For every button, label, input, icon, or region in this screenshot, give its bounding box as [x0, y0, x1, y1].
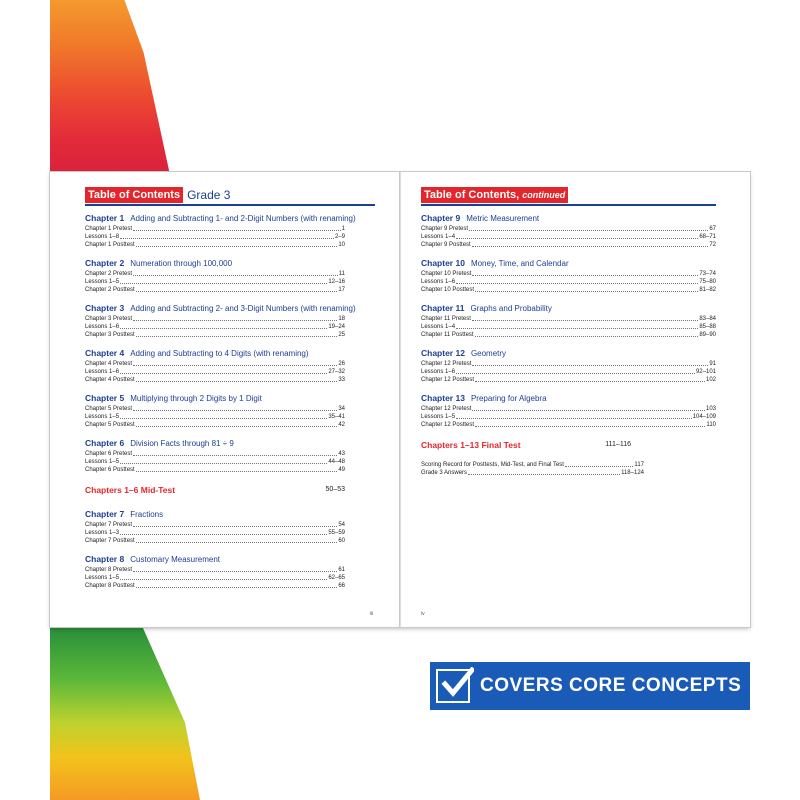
entry-page: 35–41: [328, 414, 345, 420]
chapter-label: Chapter 4: [85, 348, 125, 358]
chapter-title: Customary Measurement: [130, 555, 221, 564]
dot-leader: [472, 315, 698, 321]
entry-label: Lessons 1–4: [421, 324, 456, 330]
entry-label: Lessons 1–5: [85, 459, 120, 465]
entry-page: 66: [338, 583, 345, 589]
dot-leader: [475, 286, 698, 292]
chapter-title: Metric Measurement: [466, 214, 540, 223]
chapter-label: Chapter 7: [85, 509, 125, 519]
toc-entry: [85, 315, 345, 323]
dot-leader: [133, 270, 338, 276]
toc-entry: [421, 233, 716, 241]
chapter-label: Chapter 8: [85, 554, 125, 564]
toc-entry: [85, 566, 345, 574]
entry-label: Scoring Record for Posttests, Mid-Test, and Final Test: [421, 462, 564, 468]
entry-label: Chapter 4 Pretest: [85, 361, 133, 367]
toc-entry: [85, 421, 345, 429]
toc-entry: [85, 323, 345, 331]
toc-title-text: Table of Contents,: [424, 188, 520, 201]
toc-entry: [85, 241, 345, 249]
chapter-label: Chapter 9: [421, 213, 461, 223]
book-spread: [50, 172, 750, 627]
dot-leader: [133, 315, 337, 321]
checkmark-icon: [436, 669, 470, 703]
dot-leader: [456, 323, 698, 329]
entry-label: Lessons 1–6: [421, 369, 456, 375]
entry-label: Chapter 7 Pretest: [85, 522, 133, 528]
entry-label: Chapter 11 Pretest: [421, 316, 471, 322]
toc-entry: [85, 360, 345, 368]
chapter-block: [421, 212, 716, 249]
chapter-title: Numeration through 100,000: [130, 259, 233, 268]
entry-page: 89–90: [699, 332, 716, 338]
dot-leader: [136, 376, 338, 382]
entry-label: Lessons 1–6: [85, 369, 120, 375]
entry-label: Chapter 6 Pretest: [85, 451, 133, 457]
toc-entry: [85, 574, 345, 582]
toc-entry: [85, 286, 345, 294]
entry-label: Chapter 9 Posttest: [421, 242, 471, 248]
dot-leader: [120, 574, 327, 580]
chapter-heading: [421, 347, 716, 360]
dot-leader: [475, 331, 699, 337]
chapter-block: [421, 347, 716, 384]
toc-entry: [421, 225, 716, 233]
toc-entry: [85, 368, 345, 376]
chapter-label: Chapter 10: [421, 258, 465, 268]
toc-entry: [85, 582, 345, 590]
chapter-block: [85, 212, 356, 249]
entry-page: 102: [705, 377, 716, 383]
entry-label: Lessons 1–5: [85, 279, 120, 285]
chapter-label: Chapter 12: [421, 348, 465, 358]
toc-entry: [421, 241, 716, 249]
chapter-block: [85, 257, 345, 294]
toc-entry: [421, 323, 716, 331]
entry-page: 55–59: [328, 530, 345, 536]
chapter-title: Geometry: [470, 349, 507, 358]
entry-page: 42: [338, 422, 345, 428]
entry-label: Lessons 1–6: [85, 324, 120, 330]
entry-label: Chapter 2 Posttest: [85, 287, 135, 293]
toc-entry: [421, 315, 716, 323]
chapter-heading: [85, 553, 345, 566]
entry-page: 81–82: [699, 287, 716, 293]
entry-label: Chapter 1 Posttest: [85, 242, 135, 248]
toc-entry: [85, 466, 345, 474]
entry-page: 85–88: [699, 324, 716, 330]
entry-label: Lessons 1–6: [421, 279, 456, 285]
entry-label: Chapter 12 Posttest: [421, 377, 475, 383]
chapter-block: [85, 347, 345, 384]
rainbow-decoration-bottom: [50, 628, 200, 800]
entry-page: 68–71: [699, 234, 716, 240]
chapter-heading: [421, 392, 716, 405]
entry-page: 92–101: [695, 369, 716, 375]
toc-entry: [85, 413, 345, 421]
toc-entry: [85, 450, 345, 458]
toc-entry: [421, 469, 644, 477]
entry-label: Lessons 1–3: [85, 530, 120, 536]
toc-entry: [421, 286, 716, 294]
toc-entry: [421, 376, 716, 384]
banner-text: COVERS CORE CONCEPTS: [480, 675, 742, 696]
toc-entry: [421, 278, 716, 286]
chapter-label: Chapter 3: [85, 303, 125, 313]
toc-entry: [85, 270, 345, 278]
dot-leader: [136, 331, 338, 337]
entry-label: Lessons 1–5: [85, 414, 120, 420]
entry-page: 1: [341, 226, 345, 232]
toc-entry: [421, 360, 716, 368]
chapter-label: Chapter 2: [85, 258, 125, 268]
entry-page: 12–16: [328, 279, 345, 285]
chapter-heading: [85, 347, 345, 360]
entry-label: Chapter 9 Pretest: [421, 226, 469, 232]
chapter-title: Fractions: [130, 510, 164, 519]
chapter-block: [85, 392, 345, 429]
chapter-label: Chapter 6: [85, 438, 125, 448]
entry-page: 54: [338, 522, 345, 528]
chapter-heading: [421, 302, 716, 315]
entry-page: 117: [634, 462, 644, 468]
chapter-block: [85, 437, 345, 474]
final-test-page: 111–116: [605, 441, 631, 448]
entry-page: 34: [338, 406, 345, 412]
dot-leader: [475, 421, 705, 427]
entry-label: Chapter 5 Posttest: [85, 422, 135, 428]
dot-leader: [136, 466, 338, 472]
entry-page: 18: [338, 316, 345, 322]
chapter-heading: [85, 392, 345, 405]
extras-list: [421, 461, 716, 477]
toc-entry: [85, 458, 345, 466]
entry-page: 61: [338, 567, 345, 573]
entry-label: Chapter 12 Posttest: [421, 422, 475, 428]
midtest-label: Chapters 1–6 Mid-Test: [85, 485, 176, 495]
entry-label: Chapter 3 Pretest: [85, 316, 133, 322]
chapter-heading: [85, 508, 345, 521]
heading-rule: [421, 204, 716, 206]
dot-leader: [136, 241, 338, 247]
dot-leader: [136, 421, 338, 427]
toc-entry: [421, 461, 644, 469]
entry-page: 103: [705, 406, 716, 412]
entry-page: 72: [709, 242, 716, 248]
chapter-block: [421, 302, 716, 339]
right-page-heading: [421, 186, 716, 206]
dot-leader: [475, 376, 705, 382]
chapter-title: Adding and Subtracting 1- and 2-Digit Numbers (with renaming): [130, 214, 356, 223]
entry-label: Chapter 7 Posttest: [85, 538, 135, 544]
final-test-entry: [421, 439, 716, 451]
entry-label: Chapter 8 Posttest: [85, 583, 135, 589]
dot-leader: [120, 529, 327, 535]
dot-leader: [120, 368, 327, 374]
entry-page: 43: [338, 451, 345, 457]
chapter-block: [421, 392, 716, 429]
dot-leader: [456, 278, 698, 284]
chapter-heading: [85, 302, 356, 315]
dot-leader: [120, 458, 327, 464]
heading-rule: [85, 204, 375, 206]
chapter-block: [85, 508, 345, 545]
toc-entry: [85, 331, 345, 339]
entry-label: Chapter 10 Posttest: [421, 287, 475, 293]
toc-entry: [85, 278, 345, 286]
chapter-heading: [85, 257, 345, 270]
chapter-title: Adding and Subtracting 2- and 3-Digit Numbers (with renaming): [130, 304, 356, 313]
entry-page: 91: [709, 361, 716, 367]
entry-page: 60: [338, 538, 345, 544]
entry-page: 118–124: [621, 470, 644, 476]
entry-label: Lessons 1–5: [85, 575, 120, 581]
dot-leader: [133, 360, 337, 366]
chapter-block: [421, 257, 716, 294]
chapter-title: Adding and Subtracting to 4 Digits (with renaming): [130, 349, 309, 358]
entry-page: 27–32: [328, 369, 345, 375]
chapter-block: [85, 302, 356, 339]
entry-label: Chapter 3 Posttest: [85, 332, 135, 338]
entry-page: 67: [709, 226, 716, 232]
toc-entry: [421, 270, 716, 278]
toc-entry: [421, 405, 716, 413]
entry-page: 10: [338, 242, 345, 248]
grade-label: Grade 3: [187, 187, 231, 202]
toc-title: Table of Contents: [85, 187, 183, 203]
dot-leader: [136, 537, 338, 543]
toc-entry: [421, 368, 716, 376]
chapter-heading: [421, 212, 716, 225]
toc-entry: [85, 233, 345, 241]
toc-entry: [421, 413, 716, 421]
entry-page: 11: [338, 271, 345, 277]
dot-leader: [120, 233, 334, 239]
toc-entry: [85, 521, 345, 529]
entry-page: 104–109: [692, 414, 716, 420]
entry-page: 33: [338, 377, 345, 383]
entry-page: 62–65: [328, 575, 345, 581]
dot-leader: [120, 323, 327, 329]
entry-label: Lessons 1–4: [421, 234, 456, 240]
chapter-title: Division Facts through 81 ÷ 9: [130, 439, 234, 448]
dot-leader: [120, 413, 327, 419]
entry-label: Chapter 1 Pretest: [85, 226, 133, 232]
entry-label: Lessons 1–8: [85, 234, 120, 240]
toc-entry: [85, 537, 345, 545]
core-concepts-banner: [430, 662, 750, 710]
entry-page: 44–48: [328, 459, 345, 465]
dot-leader: [469, 225, 708, 231]
dot-leader: [468, 469, 620, 475]
entry-page: 19–24: [328, 324, 345, 330]
dot-leader: [456, 368, 695, 374]
chapter-label: Chapter 5: [85, 393, 125, 403]
entry-label: Chapter 5 Pretest: [85, 406, 133, 412]
dot-leader: [133, 405, 337, 411]
dot-leader: [133, 566, 337, 572]
toc-title-continued: [421, 187, 568, 203]
entry-label: Chapter 12 Pretest: [421, 406, 472, 412]
dot-leader: [120, 278, 327, 284]
entry-label: Chapter 4 Posttest: [85, 377, 135, 383]
chapter-heading: [421, 257, 716, 270]
entry-page: 25: [338, 332, 345, 338]
final-test-label: Chapters 1–13 Final Test: [421, 440, 521, 450]
page-number: iv: [421, 611, 425, 617]
dot-leader: [472, 405, 705, 411]
entry-label: Chapter 11 Posttest: [421, 332, 474, 338]
dot-leader: [133, 450, 337, 456]
entry-page: 83–84: [699, 316, 716, 322]
toc-entry: [85, 405, 345, 413]
rainbow-decoration-top: [50, 0, 170, 175]
toc-entry: [85, 376, 345, 384]
toc-entry: [85, 225, 345, 233]
dot-leader: [136, 286, 338, 292]
right-chapter-list: [421, 212, 716, 477]
entry-label: Chapter 8 Pretest: [85, 567, 133, 573]
chapter-title: Multiplying through 2 Digits by 1 Digit: [130, 394, 262, 403]
dot-leader: [565, 461, 633, 467]
dot-leader: [133, 225, 341, 231]
entry-page: 110: [706, 422, 716, 428]
chapter-heading: [85, 212, 356, 225]
entry-label: Chapter 12 Pretest: [421, 361, 472, 367]
entry-page: 75–80: [699, 279, 716, 285]
chapter-title: Graphs and Probability: [470, 304, 552, 313]
entry-label: Grade 3 Answers: [421, 470, 468, 476]
left-chapter-list: [85, 212, 356, 598]
chapter-label: Chapter 13: [421, 393, 465, 403]
toc-entry: [421, 421, 716, 429]
continued-label: continued: [522, 189, 566, 200]
entry-label: Chapter 6 Posttest: [85, 467, 135, 473]
dot-leader: [472, 360, 708, 366]
chapter-title: Money, Time, and Calendar: [470, 259, 569, 268]
entry-page: 26: [338, 361, 345, 367]
chapter-heading: [85, 437, 345, 450]
chapter-title: Preparing for Algebra: [470, 394, 547, 403]
midtest-entry: [85, 484, 345, 496]
dot-leader: [472, 270, 698, 276]
entry-label: Chapter 2 Pretest: [85, 271, 133, 277]
dot-leader: [456, 413, 692, 419]
entry-page: 49: [338, 467, 345, 473]
page-number: iii: [369, 611, 373, 617]
entry-label: Lessons 1–5: [421, 414, 456, 420]
dot-leader: [456, 233, 698, 239]
midtest-page: 50–53: [325, 486, 345, 493]
dot-leader: [472, 241, 709, 247]
toc-entry: [421, 331, 716, 339]
left-page-heading: [85, 186, 375, 206]
dot-leader: [136, 582, 338, 588]
dot-leader: [133, 521, 337, 527]
right-page: [401, 172, 750, 627]
entry-page: 17: [338, 287, 345, 293]
chapter-label: Chapter 11: [421, 303, 465, 313]
chapter-label: Chapter 1: [85, 213, 125, 223]
entry-label: Chapter 10 Pretest: [421, 271, 472, 277]
left-page: [50, 172, 399, 627]
entry-page: 2–9: [334, 234, 345, 240]
entry-page: 73–74: [699, 271, 716, 277]
chapter-block: [85, 553, 345, 590]
toc-entry: [85, 529, 345, 537]
